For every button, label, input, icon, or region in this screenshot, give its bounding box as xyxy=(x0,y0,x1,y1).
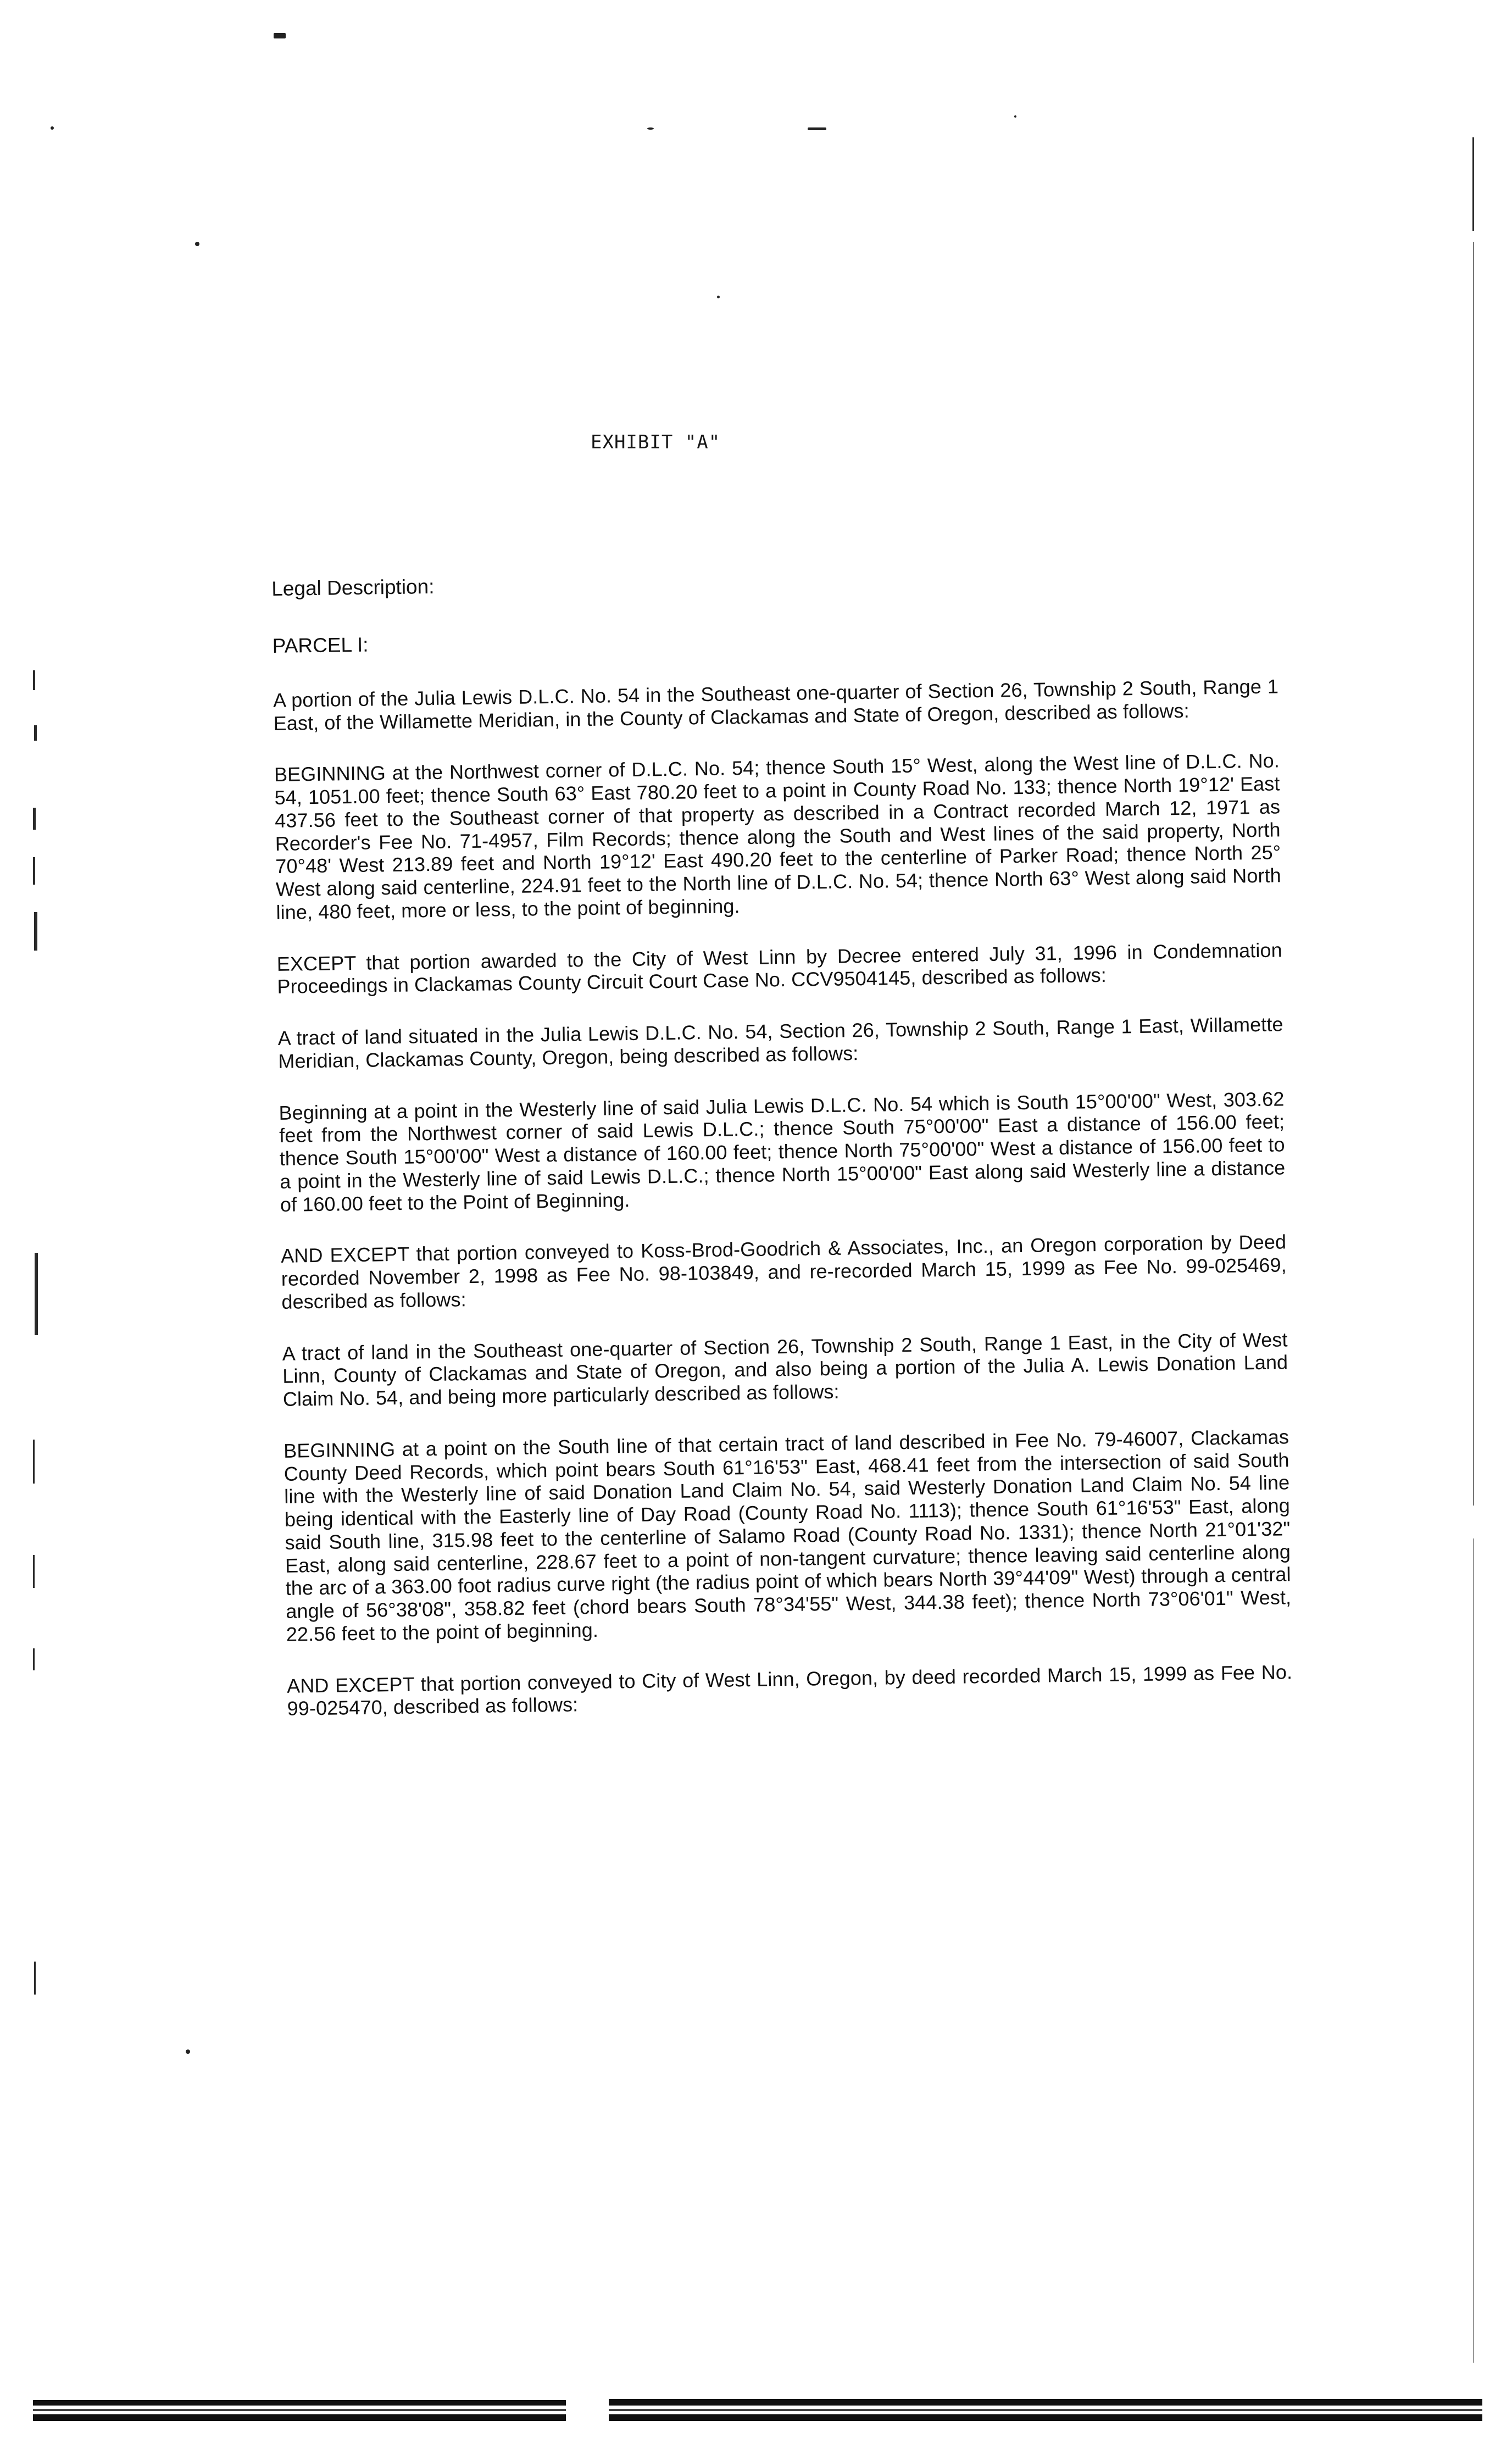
left-margin-mark xyxy=(35,1253,38,1335)
left-margin-mark xyxy=(33,1648,35,1670)
left-margin-mark xyxy=(34,1962,36,1995)
scan-speck xyxy=(51,126,54,130)
scan-speck xyxy=(717,296,720,298)
scan-speck xyxy=(808,127,826,130)
paragraph: A portion of the Julia Lewis D.L.C. No. 54 in the Southeast one-quarter of Section 26, Township 2 South, Range 1 East, of the Willamette Meridian, in the County of Clackamas and State of Oregon, described as follows: xyxy=(273,675,1279,735)
paragraph: A tract of land situated in the Julia Lewis D.L.C. No. 54, Section 26, Township 2 South, Range 1 East, Willamette Meridian, Clackamas County, Oregon, being described as follows: xyxy=(277,1013,1283,1073)
left-margin-mark xyxy=(34,912,37,951)
paragraph: Beginning at a point in the Westerly line of said Julia Lewis D.L.C. No. 54 which is South 15°00'00" West, 303.62 feet from the Northwest corner of said Lewis D.L.C.; thence South 75°00'00" East a distance of 156.00 feet; thence South 15°00'00" West a distance of 160.00 feet; thence North 75°00'00" West a distance of 156.00 feet to a point in the Westerly line of said Lewis D.L.C.; thence North 15°00'00" East along said Westerly line a distance of 160.00 feet to the Point of Beginning. xyxy=(279,1087,1286,1216)
right-margin-line xyxy=(1473,1538,1474,2363)
bottom-scan-bar xyxy=(33,2414,566,2421)
paragraph: BEGINNING at the Northwest corner of D.L.C. No. 54; thence South 15° West, along the West line of D.L.C. No. 54, 1051.00 feet; thence South 63° East 780.20 feet to a point in County Road No. 133; thence North 19°12' East 437.56 feet to the Southeast corner of that property as described in a Contract recorded March 12, 1971 as Recorder's Fee No. 71-4957, Film Records; thence along the South and West lines of the said property, North 70°48' West 213.89 feet and North 19°12' East 490.20 feet to the centerline of Parker Road; thence North 25° West along said centerline, 224.91 feet to the North line of D.L.C. No. 54; thence North 63° West along said North line, 480 feet, more or less, to the point of beginning. xyxy=(274,749,1282,924)
paragraph: EXCEPT that portion awarded to the City of West Linn by Decree entered July 31, 1996 in Condemnation Proceedings in Clackamas County Circuit Court Case No. CCV9504145, described as follows: xyxy=(276,938,1282,998)
left-margin-mark xyxy=(33,1555,35,1588)
paragraph: BEGINNING at a point on the South line of that certain tract of land described in Fee No. 79-46007, Clackamas County Deed Records, which point bears South 61°16'53" East, 468.41 feet from the intersection of said South line with the Westerly line of said Donation Land Claim No. 54, said Westerly Donation Land Claim No. 54 line being identical with the Easterly line of Day Road (County Road No. 1113); thence South 61°16'53" East, along said South line, 315.98 feet to the centerline of Salamo Road (County Road No. 1331); thence North 21°01'32" East, along said centerline, 228.67 feet to a point of non-tangent curvature; thence leaving said centerline along the arc of a 363.00 foot radius curve right (the radius point of which bears North 39°44'09" West) through a central angle of 56°38'08", 358.82 feet (chord bears South 78°34'55" West, 344.38 feet); thence North 73°06'01" West, 22.56 feet to the point of beginning. xyxy=(283,1425,1292,1646)
bottom-scan-bar xyxy=(609,2409,1482,2411)
bottom-scan-bar xyxy=(33,2409,566,2411)
bottom-scan-bar xyxy=(33,2400,566,2406)
scan-speck xyxy=(1014,115,1016,118)
scan-speck xyxy=(195,242,199,246)
bottom-scan-bar xyxy=(609,2414,1482,2421)
exhibit-title: EXHIBIT "A" xyxy=(591,431,721,453)
paragraph: AND EXCEPT that portion conveyed to Koss-Brod-Goodrich & Associates, Inc., an Oregon corporation by Deed recorded November 2, 1998 as Fee No. 98-103849, and re-recorded March 15, 1999 as Fee No. 99-025469, described as follows: xyxy=(280,1230,1287,1313)
right-margin-line xyxy=(1472,137,1474,231)
paragraph: AND EXCEPT that portion conveyed to City of West Linn, Oregon, by deed recorded March 15, 1999 as Fee No. 99-025470, described as follows: xyxy=(286,1660,1293,1720)
paragraph: A tract of land in the Southeast one-quarter of Section 26, Township 2 South, Range 1 East, in the City of West Linn, County of Clackamas and State of Oregon, and also being a portion of the Julia A. Lewis Donation Land Claim No. 54, and being more particularly described as follows: xyxy=(282,1327,1288,1410)
scan-speck xyxy=(274,33,286,38)
scan-speck xyxy=(647,127,654,130)
left-margin-mark xyxy=(33,1440,35,1484)
left-margin-mark xyxy=(33,857,35,885)
section-label: Legal Description: xyxy=(271,575,435,600)
bottom-scan-bar xyxy=(609,2399,1482,2406)
parcel-label: PARCEL I: xyxy=(272,633,369,658)
left-margin-mark xyxy=(34,725,37,741)
scan-speck xyxy=(186,2049,190,2054)
left-margin-mark xyxy=(33,670,35,690)
left-margin-mark xyxy=(33,808,36,830)
legal-description-body xyxy=(271,563,1293,1748)
right-margin-line xyxy=(1473,242,1474,1506)
